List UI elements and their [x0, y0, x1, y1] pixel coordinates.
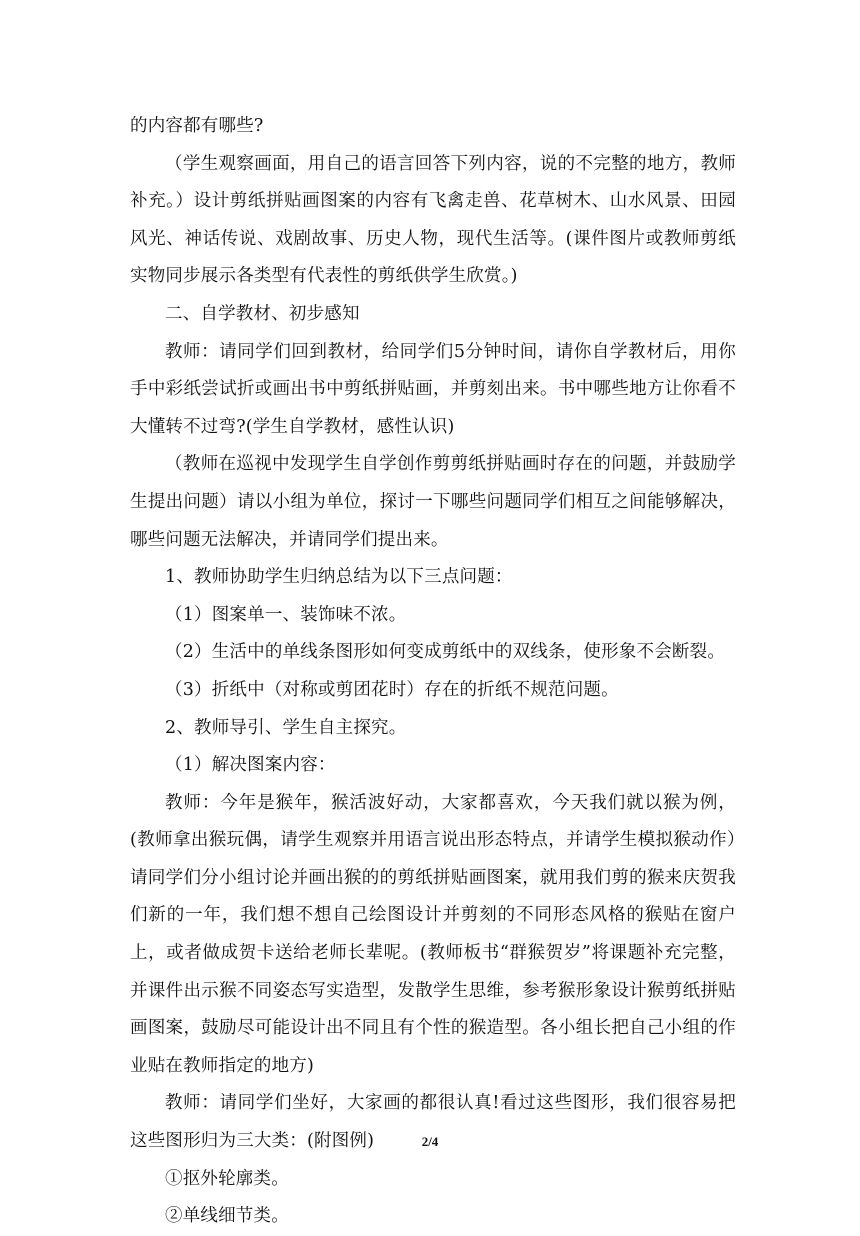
document-body: [130, 108, 736, 1236]
list-item: （2）生活中的单线条图形如何变成剪纸中的双线条，使形象不会断裂。: [165, 642, 726, 663]
list-item: ②单线细节类。: [165, 1206, 289, 1227]
paragraph: （教师在巡视中发现学生自学创作剪剪纸拼贴画时存在的问题，并鼓励学生提出问题）请以小组为单位，探讨一下哪些问题同学们相互之间能够解决，哪些问题无法解决，并请同学们提出来。: [130, 454, 736, 550]
list-heading: 2、教师导引、学生自主探究。: [165, 717, 407, 738]
paragraph: 教师：请同学们坐好，大家画的都很认真!看过这些图形，我们很容易把这些图形归为三大类：(附图例): [130, 1093, 736, 1152]
section-heading: 二、自学教材、初步感知: [165, 303, 360, 324]
list-heading: 1、教师协助学生归纳总结为以下三点问题：: [165, 567, 513, 588]
list-item: （1）图案单一、装饰味不浓。: [165, 604, 407, 625]
page-number: 2/4: [421, 1134, 439, 1149]
list-item: （1）解决图案内容：: [165, 755, 336, 776]
paragraph: （学生观察画面，用自己的语言回答下列内容，说的不完整的地方，教师补充。）设计剪纸拼贴画图案的内容有飞禽走兽、花草树木、山水风景、田园风光、神话传说、戏剧故事、历史人物，现代生活等。(课件图片或教师剪纸实物同步展示各类型有代表性的剪纸供学生欣赏。): [130, 153, 736, 287]
paragraph: 教师：今年是猴年，猴活波好动，大家都喜欢，今天我们就以猴为例，(教师拿出猴玩偶，请学生观察并用语言说出形态特点，并请学生模拟猴动作）请同学们分小组讨论并画出猴的的剪纸拼贴画图案，就用我们剪的猴来庆贺我们新的一年，我们想不想自己绘图设计并剪刻的不同形态风格的猴贴在窗户上，或者做成贺卡送给老师长辈呢。(教师板书“群猴贺岁”将课题补充完整，并课件出示猴不同姿态写实造型，发散学生思维，参考猴形象设计猴剪纸拼贴画图案，鼓励尽可能设计出不同且有个性的猴造型。各小组长把自己小组的作业贴在教师指定的地方): [130, 792, 736, 1076]
paragraph: 的内容都有哪些?: [130, 116, 264, 136]
list-item: （3）折纸中（对称或剪团花时）存在的折纸不规范问题。: [165, 679, 619, 700]
list-item: ①抠外轮廓类。: [165, 1168, 289, 1189]
paragraph: 教师：请同学们回到教材，给同学们5分钟时间，请你自学教材后，用你手中彩纸尝试折或画出书中剪纸拼贴画，并剪刻出来。书中哪些地方让你看不大懂转不过弯?(学生自学教材，感性认识): [130, 341, 736, 437]
